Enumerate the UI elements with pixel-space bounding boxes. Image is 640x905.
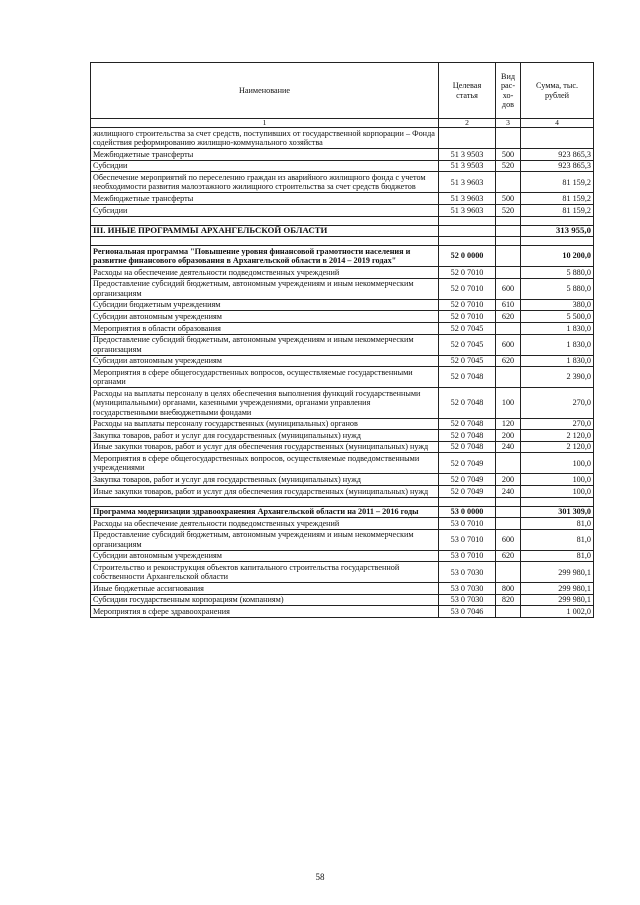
row-sum [521,128,594,149]
row-sum: 81,0 [521,518,594,530]
empty-cell [521,216,594,225]
empty-cell [496,497,521,506]
row-expense-type: 610 [496,299,521,311]
row-name: Иные бюджетные ассигнования [91,583,439,595]
row-expense-type [496,506,521,518]
row-name: Межбюджетные трансферты [91,149,439,161]
row-name: Субсидии бюджетным учреждениям [91,299,439,311]
row-target-article: 52 0 7010 [439,299,496,311]
row-expense-type: 100 [496,388,521,418]
row-name: Иные закупки товаров, работ и услуг для обеспечения государственных (муниципальных) нужд [91,485,439,497]
row-sum: 270,0 [521,388,594,418]
budget-table [90,62,594,618]
row-target-article: 52 0 7048 [439,430,496,442]
row-name: Региональная программа "Повышение уровня финансовой грамотности населения и развитие финансового образования в Архангельской области в 2014 – 2019 годах" [91,246,439,267]
header-row [91,63,594,119]
row-target-article: 52 0 7048 [439,418,496,430]
row-target-article: 51 3 9603 [439,172,496,193]
row-name: Мероприятия в сфере здравоохранения [91,606,439,618]
row-sum: 81,0 [521,529,594,550]
row-target-article: 52 0 7049 [439,453,496,474]
row-target-article: 52 0 7045 [439,334,496,355]
row-expense-type [496,562,521,583]
table-row [91,388,594,418]
row-target-article: 53 0 7030 [439,562,496,583]
empty-cell [521,497,594,506]
empty-cell [439,497,496,506]
table-row [91,267,594,279]
row-expense-type [496,225,521,237]
row-expense-type: 600 [496,529,521,550]
table-row [91,418,594,430]
row-name: Обеспечение мероприятий по переселению граждан из аварийного жилищного фонда с учетом необходимости развития малоэтажного жилищного строительства за счет средств бюджетов [91,172,439,193]
row-name: Программа модернизации здравоохранения Архангельской области на 2011 – 2016 годы [91,506,439,518]
row-sum: 10 200,0 [521,246,594,267]
row-sum: 1 830,0 [521,355,594,367]
table-row [91,172,594,193]
row-sum: 2 120,0 [521,441,594,453]
row-expense-type: 240 [496,485,521,497]
column-number-row [91,119,594,128]
row-expense-type: 620 [496,355,521,367]
row-sum: 299 980,1 [521,562,594,583]
column-number: 3 [496,119,521,128]
row-sum: 923 865,3 [521,160,594,172]
row-name: Субсидии [91,204,439,216]
empty-cell [496,216,521,225]
row-sum: 100,0 [521,453,594,474]
table-row [91,562,594,583]
row-name: Межбюджетные трансферты [91,193,439,205]
table-row [91,193,594,205]
row-target-article: 52 0 0000 [439,246,496,267]
row-sum: 81 159,2 [521,193,594,205]
row-name: Субсидии автономным учреждениям [91,311,439,323]
table-row [91,594,594,606]
table-row [91,204,594,216]
row-name: III. ИНЫЕ ПРОГРАММЫ АРХАНГЕЛЬСКОЙ ОБЛАСТИ [91,225,439,237]
row-sum: 2 120,0 [521,430,594,442]
row-name: Мероприятия в сфере общегосударственных вопросов, осуществляемые государственными органами [91,367,439,388]
table-row [91,334,594,355]
row-sum: 301 309,0 [521,506,594,518]
table-row [91,441,594,453]
empty-cell [496,237,521,246]
spacer-row [91,216,594,225]
empty-cell [91,237,439,246]
table-row [91,322,594,334]
column-number: 1 [91,119,439,128]
table-row [91,474,594,486]
row-name: Субсидии автономным учреждениям [91,550,439,562]
row-name: Субсидии [91,160,439,172]
row-name: Иные закупки товаров, работ и услуг для обеспечения государственных (муниципальных) нужд [91,441,439,453]
column-number: 4 [521,119,594,128]
table-row [91,529,594,550]
row-expense-type: 520 [496,160,521,172]
empty-cell [91,497,439,506]
row-expense-type: 620 [496,311,521,323]
row-target-article: 52 0 7045 [439,322,496,334]
table-row [91,485,594,497]
column-number: 2 [439,119,496,128]
empty-cell [521,237,594,246]
row-target-article: 51 3 9603 [439,204,496,216]
table-row [91,367,594,388]
empty-cell [439,216,496,225]
header-article: Целевая статья [439,63,496,119]
row-target-article: 53 0 0000 [439,506,496,518]
row-target-article: 52 0 7049 [439,485,496,497]
row-name: Предоставление субсидий бюджетным, автономным учреждениям и иным некоммерческим организациям [91,529,439,550]
table-row [91,278,594,299]
table-row [91,225,594,237]
row-expense-type: 500 [496,193,521,205]
row-sum: 1 002,0 [521,606,594,618]
row-target-article: 52 0 7048 [439,367,496,388]
spacer-row [91,237,594,246]
row-expense-type [496,267,521,279]
row-target-article: 51 3 9503 [439,149,496,161]
row-sum: 2 390,0 [521,367,594,388]
row-name: Расходы на выплаты персоналу государственных (муниципальных) органов [91,418,439,430]
row-sum: 5 880,0 [521,278,594,299]
row-target-article: 53 0 7010 [439,550,496,562]
row-sum: 380,0 [521,299,594,311]
row-sum: 5 500,0 [521,311,594,323]
row-target-article: 53 0 7030 [439,594,496,606]
row-sum: 100,0 [521,485,594,497]
row-name: Субсидии государственным корпорациям (компаниям) [91,594,439,606]
row-expense-type: 500 [496,149,521,161]
row-name: Строительство и реконструкция объектов капитального строительства государственной собственности Архангельской области [91,562,439,583]
table-row [91,311,594,323]
empty-cell [91,216,439,225]
row-target-article: 52 0 7010 [439,311,496,323]
row-expense-type: 820 [496,594,521,606]
row-target-article: 51 3 9603 [439,193,496,205]
table-row [91,246,594,267]
row-target-article: 52 0 7010 [439,278,496,299]
row-expense-type: 800 [496,583,521,595]
row-name: Субсидии автономным учреждениям [91,355,439,367]
row-expense-type [496,128,521,149]
row-expense-type [496,172,521,193]
row-name: Закупка товаров, работ и услуг для государственных (муниципальных) нужд [91,430,439,442]
row-expense-type: 120 [496,418,521,430]
row-target-article: 52 0 7048 [439,388,496,418]
row-sum: 1 830,0 [521,322,594,334]
row-expense-type [496,322,521,334]
row-expense-type: 200 [496,474,521,486]
row-expense-type [496,453,521,474]
row-name: Мероприятия в области образования [91,322,439,334]
row-sum: 81,0 [521,550,594,562]
row-expense-type: 620 [496,550,521,562]
header-sum: Сумма, тыс. рублей [521,63,594,119]
table-row [91,299,594,311]
row-expense-type: 600 [496,334,521,355]
table-body [91,128,594,618]
row-target-article: 52 0 7010 [439,267,496,279]
row-name: Расходы на выплаты персоналу в целях обеспечения выполнения функций государственными (муниципальными) органами, казенными учреждениями, органами управления государственными внебюджетными фондами [91,388,439,418]
row-name: Мероприятия в сфере общегосударственных вопросов, осуществляемые подведомственными учреждениями [91,453,439,474]
row-sum: 81 159,2 [521,172,594,193]
row-target-article: 53 0 7010 [439,529,496,550]
table-row [91,606,594,618]
row-target-article: 51 3 9503 [439,160,496,172]
table-row [91,550,594,562]
row-target-article [439,128,496,149]
row-sum: 313 955,0 [521,225,594,237]
row-sum: 5 880,0 [521,267,594,279]
empty-cell [439,237,496,246]
row-target-article: 53 0 7010 [439,518,496,530]
row-target-article: 52 0 7045 [439,355,496,367]
row-sum: 1 830,0 [521,334,594,355]
row-target-article [439,225,496,237]
table-row [91,149,594,161]
row-sum: 270,0 [521,418,594,430]
header-name: Наименование [91,63,439,119]
row-sum: 81 159,2 [521,204,594,216]
row-name: Предоставление субсидий бюджетным, автономным учреждениям и иным некоммерческим организациям [91,278,439,299]
row-expense-type: 200 [496,430,521,442]
row-name: Закупка товаров, работ и услуг для государственных (муниципальных) нужд [91,474,439,486]
row-name: Предоставление субсидий бюджетным, автономным учреждениям и иным некоммерческим организациям [91,334,439,355]
table-row [91,506,594,518]
row-sum: 299 980,1 [521,583,594,595]
table-row [91,430,594,442]
page-number: 58 [315,872,325,882]
table-row [91,128,594,149]
table-row [91,583,594,595]
row-target-article: 52 0 7049 [439,474,496,486]
table-row [91,453,594,474]
row-sum: 299 980,1 [521,594,594,606]
row-expense-type [496,246,521,267]
row-expense-type: 600 [496,278,521,299]
table-row [91,160,594,172]
row-target-article: 53 0 7046 [439,606,496,618]
row-expense-type: 520 [496,204,521,216]
header-expense-type: Вид рас-хо-дов [496,63,521,119]
row-target-article: 53 0 7030 [439,583,496,595]
table-row [91,355,594,367]
table-row [91,518,594,530]
row-name: Расходы на обеспечение деятельности подведомственных учреждений [91,267,439,279]
row-sum: 100,0 [521,474,594,486]
row-expense-type: 240 [496,441,521,453]
spacer-row [91,497,594,506]
row-target-article: 52 0 7048 [439,441,496,453]
row-expense-type [496,518,521,530]
row-name: Расходы на обеспечение деятельности подведомственных учреждений [91,518,439,530]
row-expense-type [496,367,521,388]
row-sum: 923 865,3 [521,149,594,161]
row-expense-type [496,606,521,618]
row-name: жилищного строительства за счет средств, поступивших от государственной корпорации – Фонда содействия реформированию жилищно-коммунального хозяйства [91,128,439,149]
